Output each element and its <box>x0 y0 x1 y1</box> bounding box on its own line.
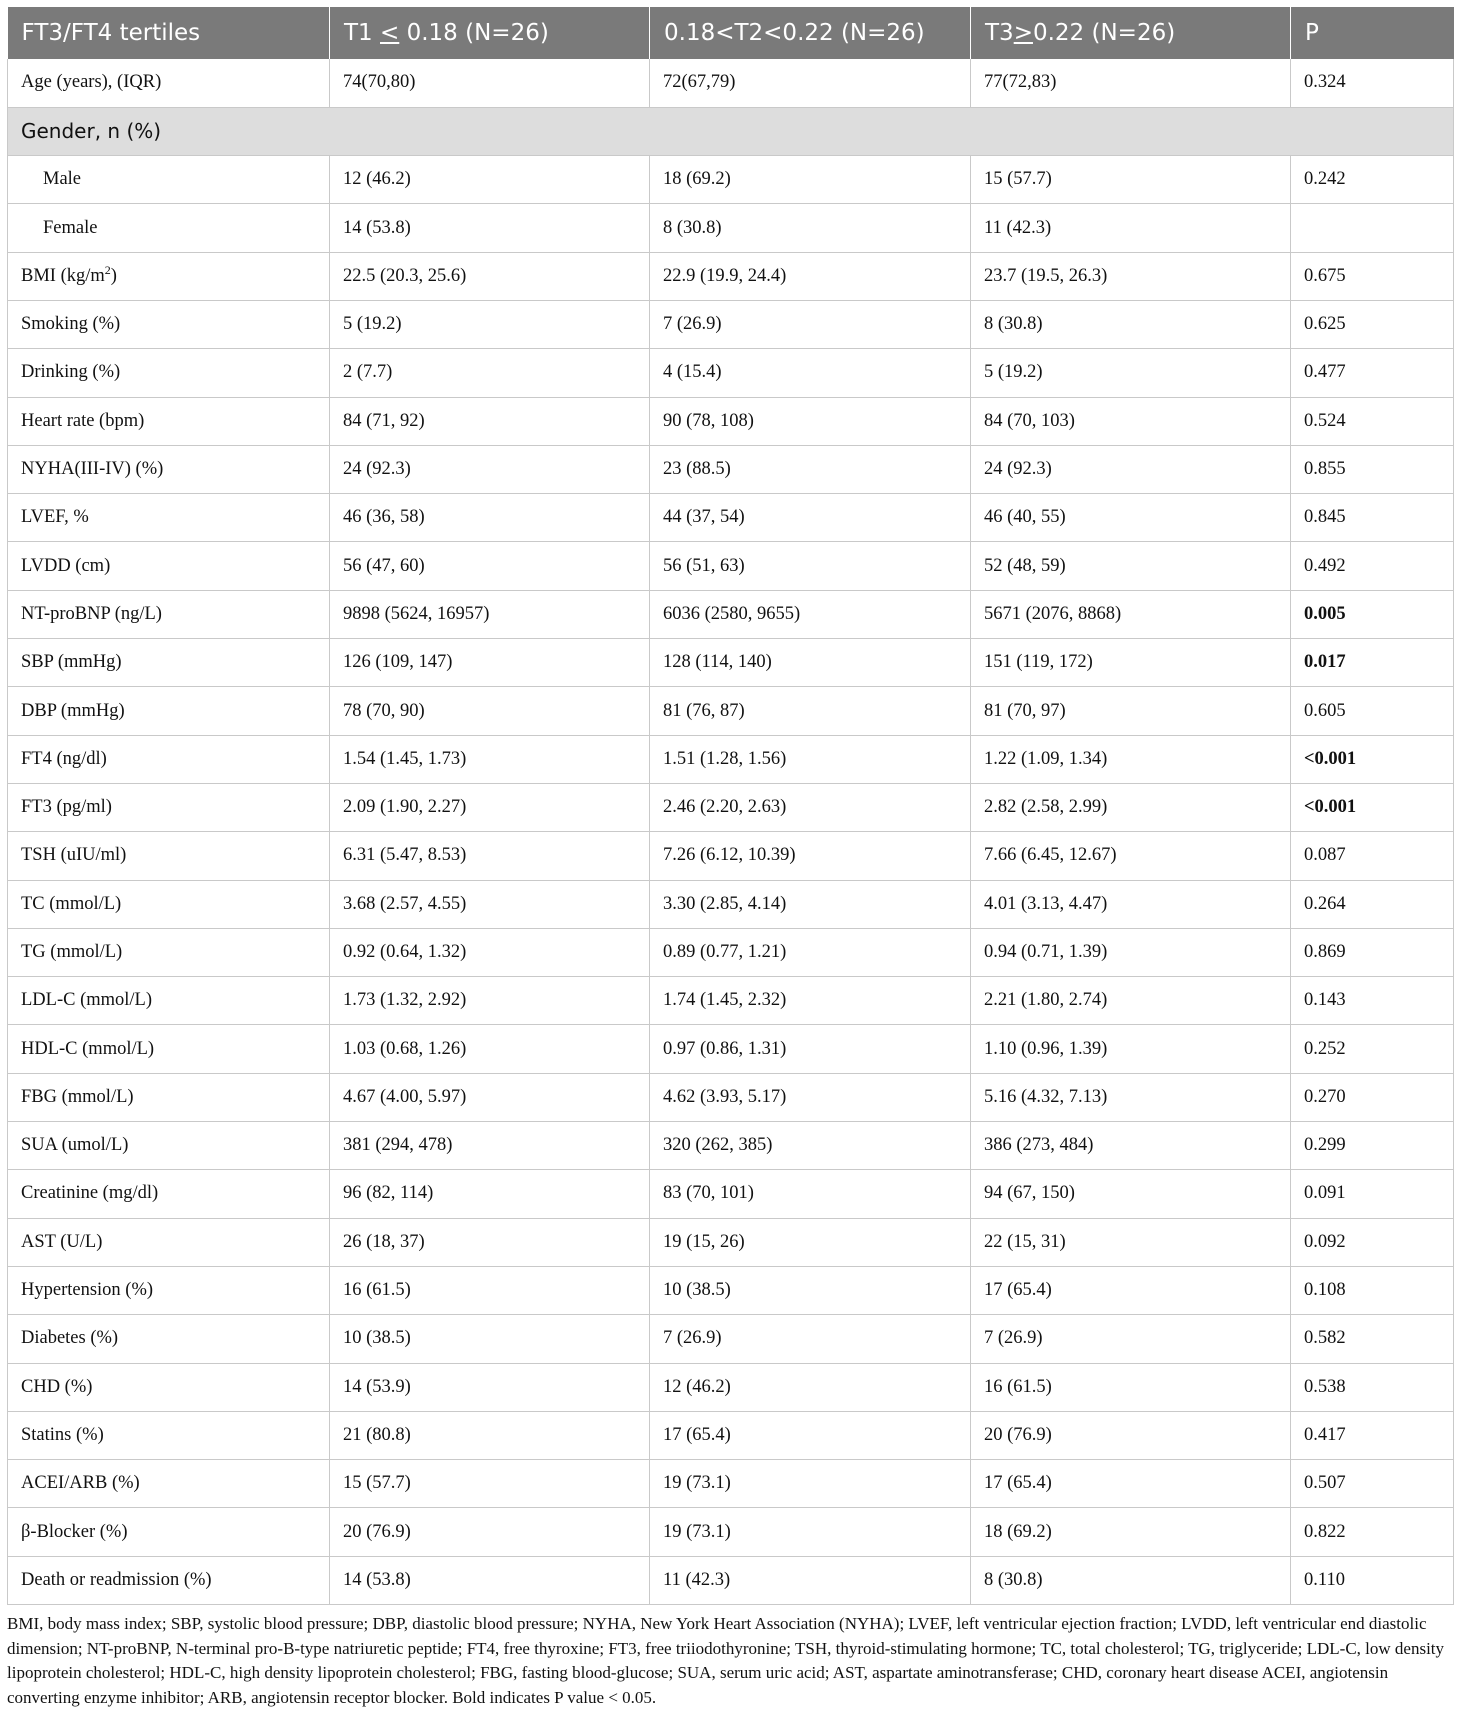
cell-p: 0.108 <box>1291 1266 1454 1314</box>
cell-t2: 10 (38.5) <box>650 1266 971 1314</box>
row-label: Female <box>8 204 330 252</box>
cell-p: 0.605 <box>1291 687 1454 735</box>
row-label-text: BMI (kg/m <box>21 265 105 286</box>
cell-p: 0.869 <box>1291 928 1454 976</box>
cell-t1: 16 (61.5) <box>330 1266 650 1314</box>
table-row <box>8 1122 1454 1170</box>
table-row <box>8 1460 1454 1508</box>
row-label: AST (U/L) <box>8 1218 330 1266</box>
cell-p: 0.477 <box>1291 349 1454 397</box>
row-label: Hypertension (%) <box>8 1266 330 1314</box>
table-row <box>8 1025 1454 1073</box>
cell-t1: 20 (76.9) <box>330 1508 650 1556</box>
cell-t3: 94 (67, 150) <box>971 1170 1291 1218</box>
row-label: FT3 (pg/ml) <box>8 783 330 831</box>
table-row <box>8 590 1454 638</box>
cell-t2: 12 (46.2) <box>650 1363 971 1411</box>
cell-t1: 2.09 (1.90, 2.27) <box>330 783 650 831</box>
table-row <box>8 735 1454 783</box>
row-label: FT4 (ng/dl) <box>8 735 330 783</box>
row-label: Male <box>8 156 330 204</box>
header-t2: 0.18<T2<0.22 (N=26) <box>650 7 971 59</box>
cell-t1: 24 (92.3) <box>330 445 650 493</box>
cell-t3: 77(72,83) <box>971 59 1291 107</box>
row-label: LVEF, % <box>8 494 330 542</box>
cell-t3: 52 (48, 59) <box>971 542 1291 590</box>
cell-t3: 18 (69.2) <box>971 1508 1291 1556</box>
cell-p: 0.091 <box>1291 1170 1454 1218</box>
row-label <box>8 252 330 300</box>
cell-t1: 3.68 (2.57, 4.55) <box>330 880 650 928</box>
cell-t3: 0.94 (0.71, 1.39) <box>971 928 1291 976</box>
cell-t1: 26 (18, 37) <box>330 1218 650 1266</box>
cell-t2: 83 (70, 101) <box>650 1170 971 1218</box>
section-row-gender <box>8 107 1454 155</box>
table-row <box>8 59 1454 107</box>
table-row <box>8 156 1454 204</box>
cell-p: 0.582 <box>1291 1315 1454 1363</box>
cell-t2: 3.30 (2.85, 4.14) <box>650 880 971 928</box>
cell-p: 0.017 <box>1291 639 1454 687</box>
cell-t2: 0.89 (0.77, 1.21) <box>650 928 971 976</box>
cell-t2: 17 (65.4) <box>650 1411 971 1459</box>
cell-p: 0.845 <box>1291 494 1454 542</box>
cell-t3: 4.01 (3.13, 4.47) <box>971 880 1291 928</box>
cell-t2: 19 (73.1) <box>650 1460 971 1508</box>
cell-t1: 14 (53.8) <box>330 1556 650 1604</box>
cell-t2: 4 (15.4) <box>650 349 971 397</box>
cell-t3: 84 (70, 103) <box>971 397 1291 445</box>
cell-t3: 8 (30.8) <box>971 300 1291 348</box>
cell-p: 0.092 <box>1291 1218 1454 1266</box>
cell-t1: 6.31 (5.47, 8.53) <box>330 832 650 880</box>
table-body <box>8 59 1454 1605</box>
cell-t3: 1.22 (1.09, 1.34) <box>971 735 1291 783</box>
cell-t1: 1.73 (1.32, 2.92) <box>330 977 650 1025</box>
cell-t3: 5 (19.2) <box>971 349 1291 397</box>
header-t1: T1 < 0.18 (N=26) <box>330 7 650 59</box>
cell-p: 0.242 <box>1291 156 1454 204</box>
cell-p: 0.270 <box>1291 1073 1454 1121</box>
cell-t3: 20 (76.9) <box>971 1411 1291 1459</box>
table-row <box>8 880 1454 928</box>
row-label: Creatinine (mg/dl) <box>8 1170 330 1218</box>
table-footnote: BMI, body mass index; SBP, systolic blood pressure; DBP, diastolic blood pressure; NYHA, New York Heart Association (NYHA); LVEF, left ventricular ejection fraction; LVDD, left ventricular end diastolic dimension; NT-proBNP, N-terminal pro-B-type natriuretic peptide; FT4, free thyroxine; FT3, free triiodothyronine; TSH, thyroid-stimulating hormone; TC, total cholesterol; TG, triglyceride; LDL-C, low density lipoprotein cholesterol; HDL-C, high density lipoprotein cholesterol; FBG, fasting blood-glucose; SUA, serum uric acid; AST, aspartate aminotransferase; CHD, coronary heart disease ACEI, angiotensin converting enzyme inhibitor; ARB, angiotensin receptor blocker. Bold indicates P value < 0.05. <box>7 1614 1445 1707</box>
cell-t2: 18 (69.2) <box>650 156 971 204</box>
cell-t3: 5.16 (4.32, 7.13) <box>971 1073 1291 1121</box>
row-label: SUA (umol/L) <box>8 1122 330 1170</box>
cell-p: 0.822 <box>1291 1508 1454 1556</box>
table-row <box>8 445 1454 493</box>
table-row <box>8 1170 1454 1218</box>
cell-t3: 5671 (2076, 8868) <box>971 590 1291 638</box>
cell-t3: 17 (65.4) <box>971 1460 1291 1508</box>
cell-t2: 7.26 (6.12, 10.39) <box>650 832 971 880</box>
cell-t2: 128 (114, 140) <box>650 639 971 687</box>
table-row <box>8 494 1454 542</box>
cell-t3: 7.66 (6.45, 12.67) <box>971 832 1291 880</box>
row-label: FBG (mmol/L) <box>8 1073 330 1121</box>
cell-t3: 2.82 (2.58, 2.99) <box>971 783 1291 831</box>
table-row <box>8 832 1454 880</box>
cell-t3: 17 (65.4) <box>971 1266 1291 1314</box>
cell-p: <0.001 <box>1291 735 1454 783</box>
cell-t2: 0.97 (0.86, 1.31) <box>650 1025 971 1073</box>
cell-t1: 4.67 (4.00, 5.97) <box>330 1073 650 1121</box>
row-label: NYHA(III-IV) (%) <box>8 445 330 493</box>
cell-t1: 10 (38.5) <box>330 1315 650 1363</box>
table-row <box>8 928 1454 976</box>
row-label: Statins (%) <box>8 1411 330 1459</box>
table-row <box>8 204 1454 252</box>
cell-t2: 4.62 (3.93, 5.17) <box>650 1073 971 1121</box>
cell-t1: 56 (47, 60) <box>330 542 650 590</box>
row-label: SBP (mmHg) <box>8 639 330 687</box>
header-t3: T3>0.22 (N=26) <box>971 7 1291 59</box>
cell-t1: 12 (46.2) <box>330 156 650 204</box>
cell-t1: 2 (7.7) <box>330 349 650 397</box>
table-row <box>8 1218 1454 1266</box>
table-row <box>8 639 1454 687</box>
row-label: ACEI/ARB (%) <box>8 1460 330 1508</box>
cell-t1: 14 (53.8) <box>330 204 650 252</box>
table-row <box>8 252 1454 300</box>
cell-t2: 1.51 (1.28, 1.56) <box>650 735 971 783</box>
table-row <box>8 1508 1454 1556</box>
table-row <box>8 349 1454 397</box>
cell-p: 0.005 <box>1291 590 1454 638</box>
cell-p: 0.299 <box>1291 1122 1454 1170</box>
cell-t3: 7 (26.9) <box>971 1315 1291 1363</box>
cell-t1: 1.03 (0.68, 1.26) <box>330 1025 650 1073</box>
table-row <box>8 1411 1454 1459</box>
cell-t1: 22.5 (20.3, 25.6) <box>330 252 650 300</box>
cell-t2: 72(67,79) <box>650 59 971 107</box>
row-label-superscript: 2 <box>104 262 111 277</box>
cell-t2: 11 (42.3) <box>650 1556 971 1604</box>
row-label: LVDD (cm) <box>8 542 330 590</box>
cell-t3: 2.21 (1.80, 2.74) <box>971 977 1291 1025</box>
cell-t2: 6036 (2580, 9655) <box>650 590 971 638</box>
cell-t3: 1.10 (0.96, 1.39) <box>971 1025 1291 1073</box>
cell-p: 0.524 <box>1291 397 1454 445</box>
row-label: NT-proBNP (ng/L) <box>8 590 330 638</box>
cell-p <box>1291 204 1454 252</box>
row-label: Drinking (%) <box>8 349 330 397</box>
cell-p: 0.324 <box>1291 59 1454 107</box>
cell-t1: 84 (71, 92) <box>330 397 650 445</box>
cell-t2: 44 (37, 54) <box>650 494 971 542</box>
cell-t1: 1.54 (1.45, 1.73) <box>330 735 650 783</box>
cell-t1: 96 (82, 114) <box>330 1170 650 1218</box>
row-label: HDL-C (mmol/L) <box>8 1025 330 1073</box>
table-header <box>8 7 1454 59</box>
cell-t3: 46 (40, 55) <box>971 494 1291 542</box>
cell-p: 0.492 <box>1291 542 1454 590</box>
table-row <box>8 783 1454 831</box>
cell-t2: 7 (26.9) <box>650 1315 971 1363</box>
cell-p: <0.001 <box>1291 783 1454 831</box>
row-label: TSH (uIU/ml) <box>8 832 330 880</box>
baseline-characteristics-table <box>7 7 1454 1605</box>
section-label: Gender, n (%) <box>8 107 1454 155</box>
cell-t1: 126 (109, 147) <box>330 639 650 687</box>
cell-t2: 2.46 (2.20, 2.63) <box>650 783 971 831</box>
row-label: DBP (mmHg) <box>8 687 330 735</box>
cell-t3: 11 (42.3) <box>971 204 1291 252</box>
cell-t3: 16 (61.5) <box>971 1363 1291 1411</box>
cell-t2: 90 (78, 108) <box>650 397 971 445</box>
cell-t2: 81 (76, 87) <box>650 687 971 735</box>
cell-t2: 8 (30.8) <box>650 204 971 252</box>
cell-p: 0.264 <box>1291 880 1454 928</box>
cell-p: 0.538 <box>1291 1363 1454 1411</box>
cell-t3: 151 (119, 172) <box>971 639 1291 687</box>
table-row <box>8 542 1454 590</box>
cell-t3: 15 (57.7) <box>971 156 1291 204</box>
cell-t1: 46 (36, 58) <box>330 494 650 542</box>
table-row <box>8 300 1454 348</box>
table-row <box>8 1556 1454 1604</box>
cell-t1: 74(70,80) <box>330 59 650 107</box>
cell-t1: 9898 (5624, 16957) <box>330 590 650 638</box>
cell-p: 0.087 <box>1291 832 1454 880</box>
cell-t1: 14 (53.9) <box>330 1363 650 1411</box>
row-label: CHD (%) <box>8 1363 330 1411</box>
table-row <box>8 977 1454 1025</box>
cell-p: 0.143 <box>1291 977 1454 1025</box>
row-label: Death or readmission (%) <box>8 1556 330 1604</box>
row-label: β-Blocker (%) <box>8 1508 330 1556</box>
table-row <box>8 1073 1454 1121</box>
header-p: P <box>1291 7 1454 59</box>
cell-t3: 386 (273, 484) <box>971 1122 1291 1170</box>
row-label: Heart rate (bpm) <box>8 397 330 445</box>
cell-t2: 19 (73.1) <box>650 1508 971 1556</box>
cell-t2: 7 (26.9) <box>650 300 971 348</box>
cell-p: 0.855 <box>1291 445 1454 493</box>
cell-p: 0.110 <box>1291 1556 1454 1604</box>
cell-t2: 320 (262, 385) <box>650 1122 971 1170</box>
cell-t2: 56 (51, 63) <box>650 542 971 590</box>
row-label: Age (years), (IQR) <box>8 59 330 107</box>
row-label-end: ) <box>110 265 117 286</box>
cell-t2: 1.74 (1.45, 2.32) <box>650 977 971 1025</box>
cell-t3: 23.7 (19.5, 26.3) <box>971 252 1291 300</box>
cell-t3: 8 (30.8) <box>971 1556 1291 1604</box>
cell-t1: 78 (70, 90) <box>330 687 650 735</box>
header-variable: FT3/FT4 tertiles <box>8 7 330 59</box>
cell-t2: 23 (88.5) <box>650 445 971 493</box>
cell-t1: 21 (80.8) <box>330 1411 650 1459</box>
row-label: TG (mmol/L) <box>8 928 330 976</box>
header-row <box>8 7 1454 59</box>
cell-t3: 81 (70, 97) <box>971 687 1291 735</box>
table-row <box>8 1363 1454 1411</box>
cell-t1: 5 (19.2) <box>330 300 650 348</box>
table-row <box>8 1266 1454 1314</box>
cell-t3: 22 (15, 31) <box>971 1218 1291 1266</box>
cell-t1: 15 (57.7) <box>330 1460 650 1508</box>
table-row <box>8 687 1454 735</box>
cell-t1: 381 (294, 478) <box>330 1122 650 1170</box>
cell-p: 0.417 <box>1291 1411 1454 1459</box>
cell-p: 0.507 <box>1291 1460 1454 1508</box>
row-label: Diabetes (%) <box>8 1315 330 1363</box>
cell-t1: 0.92 (0.64, 1.32) <box>330 928 650 976</box>
cell-p: 0.625 <box>1291 300 1454 348</box>
cell-t2: 19 (15, 26) <box>650 1218 971 1266</box>
cell-t2: 22.9 (19.9, 24.4) <box>650 252 971 300</box>
table-row <box>8 1315 1454 1363</box>
cell-t3: 24 (92.3) <box>971 445 1291 493</box>
cell-p: 0.252 <box>1291 1025 1454 1073</box>
table-row <box>8 397 1454 445</box>
row-label: LDL-C (mmol/L) <box>8 977 330 1025</box>
cell-p: 0.675 <box>1291 252 1454 300</box>
row-label: Smoking (%) <box>8 300 330 348</box>
table-container <box>7 7 1453 1710</box>
row-label: TC (mmol/L) <box>8 880 330 928</box>
